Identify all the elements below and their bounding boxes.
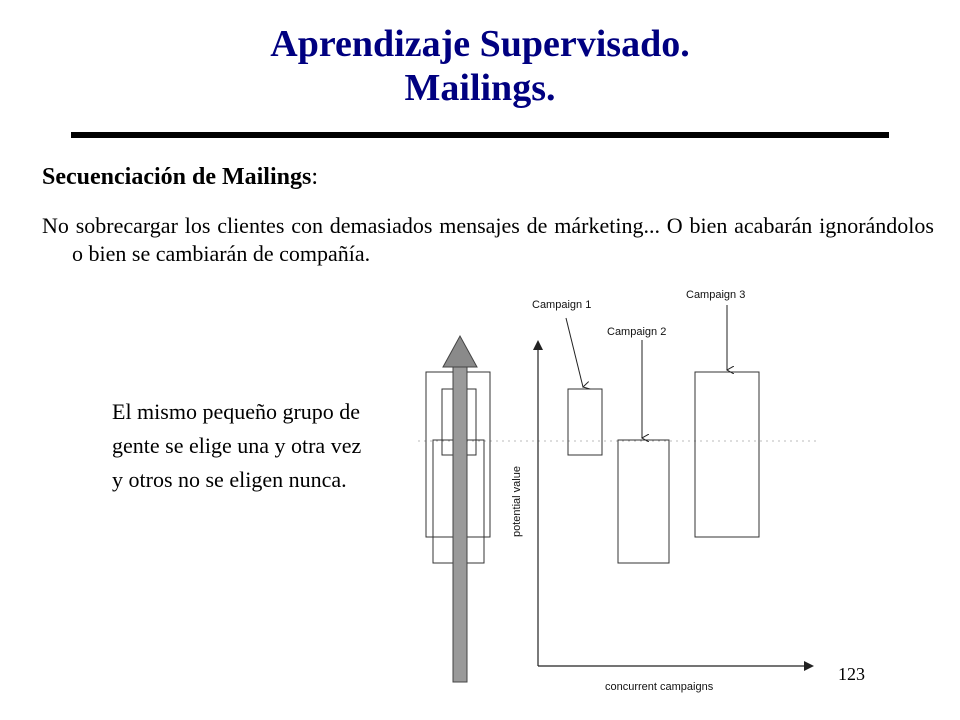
campaign-3-label: Campaign 3 — [686, 289, 746, 301]
section-heading-colon: : — [311, 164, 319, 190]
title-line-2: Mailings. — [404, 67, 556, 109]
campaign-1-label: Campaign 1 — [532, 299, 592, 311]
x-axis-arrow — [804, 661, 814, 671]
y-axis-label: potential value — [511, 466, 523, 537]
campaign-1-box — [568, 389, 602, 455]
page-number: 123 — [838, 664, 865, 684]
y-axis-arrow — [533, 340, 543, 350]
big-arrow-shaft — [453, 366, 467, 682]
x-axis-label: concurrent campaigns — [605, 681, 714, 693]
side-note: El mismo pequeño grupo de gente se elige una y otra vez y otros no se eligen nunca. — [112, 399, 362, 492]
campaign-2-label: Campaign 2 — [607, 326, 667, 338]
campaign-1-pointer — [566, 318, 583, 387]
title-line-1: Aprendizaje Supervisado. — [270, 23, 690, 65]
campaign-2-box — [618, 440, 669, 563]
campaign-3-box — [695, 372, 759, 537]
section-heading-text: Secuenciación de Mailings — [42, 164, 312, 190]
body-paragraph: No sobrecargar los clientes con demasiados mensajes de márketing... O bien acabarán ignorándolos o bien se cambiarán de compañía. — [42, 213, 934, 266]
big-arrow-head — [443, 336, 477, 367]
